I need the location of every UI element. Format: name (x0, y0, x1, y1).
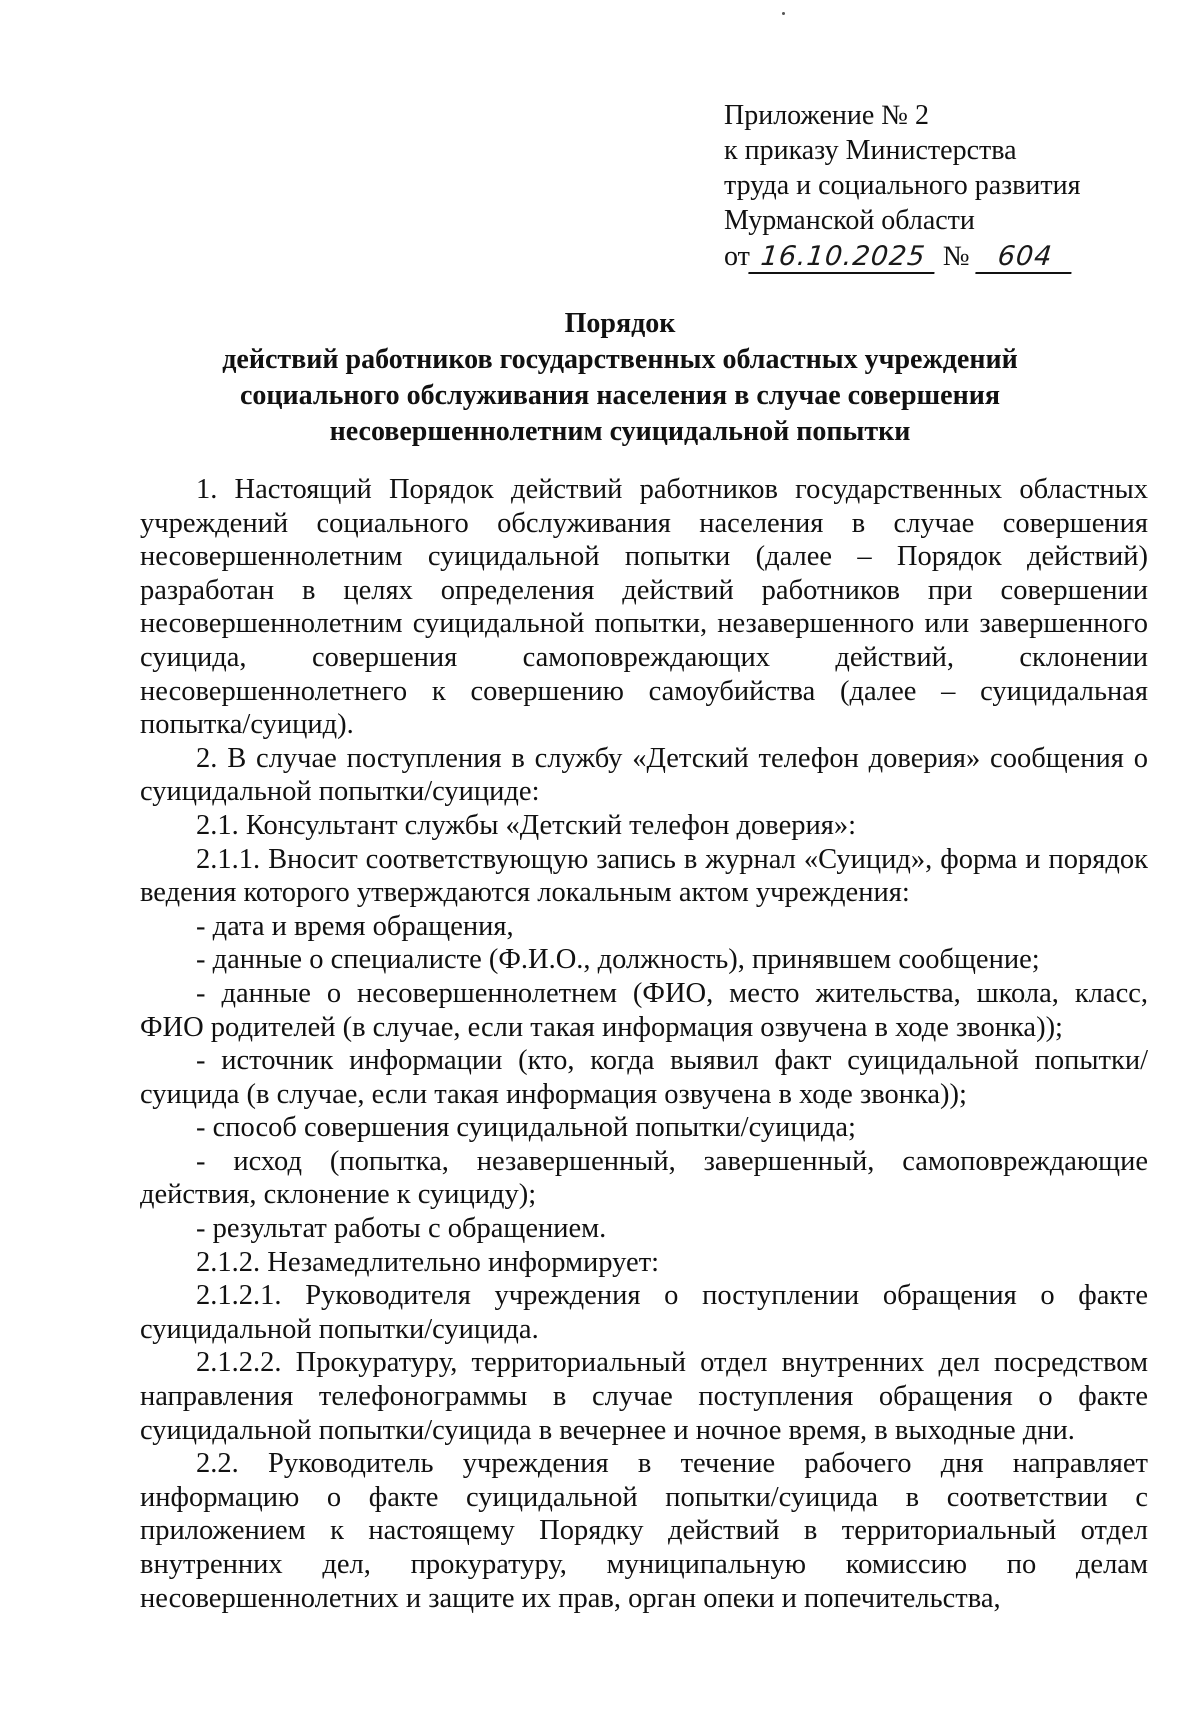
paragraph-1: 1. Настоящий Порядок действий работников государственных областных учреждений социального обслуживания населения в случае совершения несовершеннолетним суицидальной попытки (далее – Порядок действий) разработан в целях определения действий работников при совершении несовершеннолетним суицидальной попытки, незавершенного или завершенного суицида, совершения самоповреждающих действий, склонении несовершеннолетнего к совершению самоубийства (далее – суицидальная попытка/суицид). (140, 474, 1148, 741)
list-item-result: - результат работы с обращением. (196, 1213, 607, 1245)
paragraph-2-1-2-2: 2.1.2.2. Прокуратуру, территориальный отдел внутренних дел посредством направления телефонограммы в случае поступления обращения о факте суицидальной попытки/суицида в вечернее и ночное время, в выходные дни. (140, 1347, 1148, 1446)
list-item-method: - способ совершения суицидальной попытки/суицида; (196, 1112, 856, 1144)
date-prefix: от (724, 241, 750, 272)
annex-header (724, 98, 1164, 274)
annex-title: Приложение № 2 (724, 100, 929, 131)
title-line-1: Порядок (564, 308, 676, 339)
list-item-date: - дата и время обращения, (196, 910, 514, 942)
annex-ministry: труда и социального развития (724, 170, 1081, 201)
list-item-outcome: - исход (попытка, незавершенный, завершенный, самоповреждающие действия, склонение к суициду); (140, 1145, 1148, 1211)
paragraph-2-2: 2.2. Руководитель учреждения в течение рабочего дня направляет информацию о факте суицидальной попытки/суицида в соответствии с приложением к настоящему Порядку действий в территориальный отдел внутренних дел, прокуратуру, муниципальную комиссию по делам несовершеннолетних и защите их прав, орган опеки и попечительства, (140, 1448, 1148, 1614)
title-line-3: социального обслуживания населения в случае совершения (239, 380, 1001, 411)
annex-order-ref: к приказу Министерства (724, 135, 1017, 166)
annex-region: Мурманской области (724, 205, 975, 236)
paragraph-2-1-2: 2.1.2. Незамедлительно информирует: (196, 1246, 660, 1278)
annex-date-number (724, 239, 1164, 274)
paragraph-2-1: 2.1. Консультант службы «Детский телефон доверия»: (196, 809, 856, 841)
handwritten-number: 604 (975, 242, 1074, 274)
list-item-source: - источник информации (кто, когда выявил факт суицидальной попытки/суицида (в случае, если такая информация озвучена в ходе звонка)); (140, 1045, 1148, 1110)
handwritten-date: 16.10.2025 (748, 242, 937, 274)
title-line-4: несовершеннолетним суицидальной попытки (329, 416, 911, 447)
scan-speck (782, 12, 785, 15)
title-line-2: действий работников государственных областных учреждений (222, 344, 1018, 375)
paragraph-2: 2. В случае поступления в службу «Детский телефон доверия» сообщения о суицидальной попытки/суициде: (140, 742, 1148, 808)
paragraph-2-1-1: 2.1.1. Вносит соответствующую запись в журнал «Суицид», форма и порядок ведения которого утверждаются локальным актом учреждения: (140, 843, 1148, 909)
document-body (140, 473, 1148, 1615)
list-item-minor-data: - данные о несовершеннолетнем (ФИО, место жительства, школа, класс, ФИО родителей (в случае, если такая информация озвучена в ходе звонка)); (140, 977, 1148, 1043)
list-item-specialist: - данные о специалисте (Ф.И.О., должность), принявшем сообщение; (196, 944, 1040, 976)
document-title (160, 306, 1080, 450)
number-prefix: № (942, 241, 970, 272)
paragraph-2-1-2-1: 2.1.2.1. Руководителя учреждения о поступлении обращения о факте суицидальной попытки/суицида. (140, 1280, 1148, 1345)
